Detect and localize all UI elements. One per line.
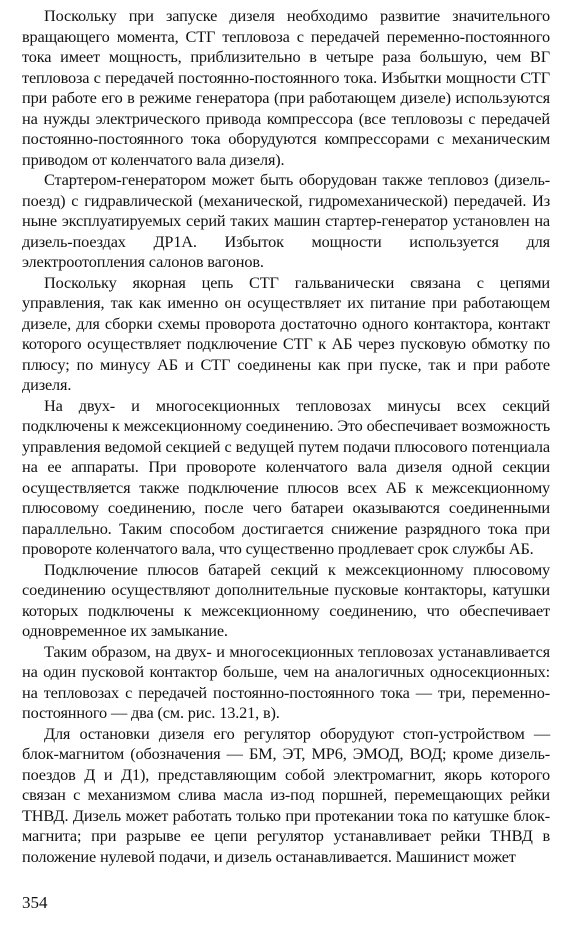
- page-body: [22, 6, 550, 867]
- paragraph-1: Поскольку при запуске дизеля необходимо развитие значительного вращающего момента, СТГ тепловоза с передачей переменно-постоянного тока имеет мощность, приблизительно в четыре раза большую, чем ВГ тепловоза с передачей постоянно-постоянного тока. Избытки мощности СТГ при работе его в режиме генератора (при работающем дизеле) используются на нужды электрического привода компрессора (все тепловозы с передачей постоянно-постоянного тока оборудуются компрессорами с механическим приводом от коленчатого вала дизеля).: [22, 6, 550, 169]
- paragraph-3: Поскольку якорная цепь СТГ гальванически связана с цепями управления, так как именно он осуществляет их питание при работающем дизеле, для сборки схемы проворота достаточно одного контактора, контакт которого осуществляет подключение СТГ к АБ через пусковую обмотку по плюсу; по минусу АБ и СТГ соединены как при пуске, так и при работе дизеля.: [22, 272, 550, 394]
- paragraph-2: Стартером-генератором может быть оборудован также тепловоз (дизель-поезд) с гидравлической (механической, гидромеханической) передачей. Из ныне эксплуатируемых серий таких машин стартер-генератор установлен на дизель-поездах ДР1А. Избыток мощности используется для электроотопления салонов вагонов.: [22, 170, 550, 271]
- paragraph-4: На двух- и многосекционных тепловозах минусы всех секций подключены к межсекционному соединению. Это обеспечивает возможность управления ведомой секцией с ведущей путем подачи плюсового потенциала на ее аппараты. При провороте коленчатого вала дизеля одной секции осуществляется также подключение плюсов всех АБ к межсекционному плюсовому соединению, после чего батареи оказываются соединенными параллельно. Таким способом достигается снижение разрядного тока при провороте коленчатого вала, что существенно продлевает срок службы АБ.: [22, 395, 550, 558]
- paragraph-6: Таким образом, на двух- и многосекционных тепловозах устанавливается на один пусковой контактор больше, чем на аналогичных односекционных: на тепловозах с передачей постоянно-постоянного тока — три, переменно-постоянного — два (см. рис. 13.21, в).: [22, 641, 550, 722]
- paragraph-7: Для остановки дизеля его регулятор оборудуют стоп-устройством — блок-магнитом (обозначения — БМ, ЭТ, МР6, ЭМОД, ВОД; кроме дизель-поездов Д и Д1), представляющим собой электромагнит, якорь которого связан с механизмом слива масла из-под поршней, перемещающих рейки ТНВД. Дизель может работать только при протекании тока по катушке блок-магнита; при разрыве ее цепи регулятор устанавливает рейки ТНВД в положение нулевой подачи, и дизель останавливается. Машинист может: [22, 723, 550, 866]
- page-number: 354: [22, 893, 48, 912]
- paragraph-5: Подключение плюсов батарей секций к межсекционному плюсовому соединению осуществляют дополнительные пусковые контакторы, катушки которых подключены к межсекционному соединению, что обеспечивает одновременное их замыкание.: [22, 559, 550, 640]
